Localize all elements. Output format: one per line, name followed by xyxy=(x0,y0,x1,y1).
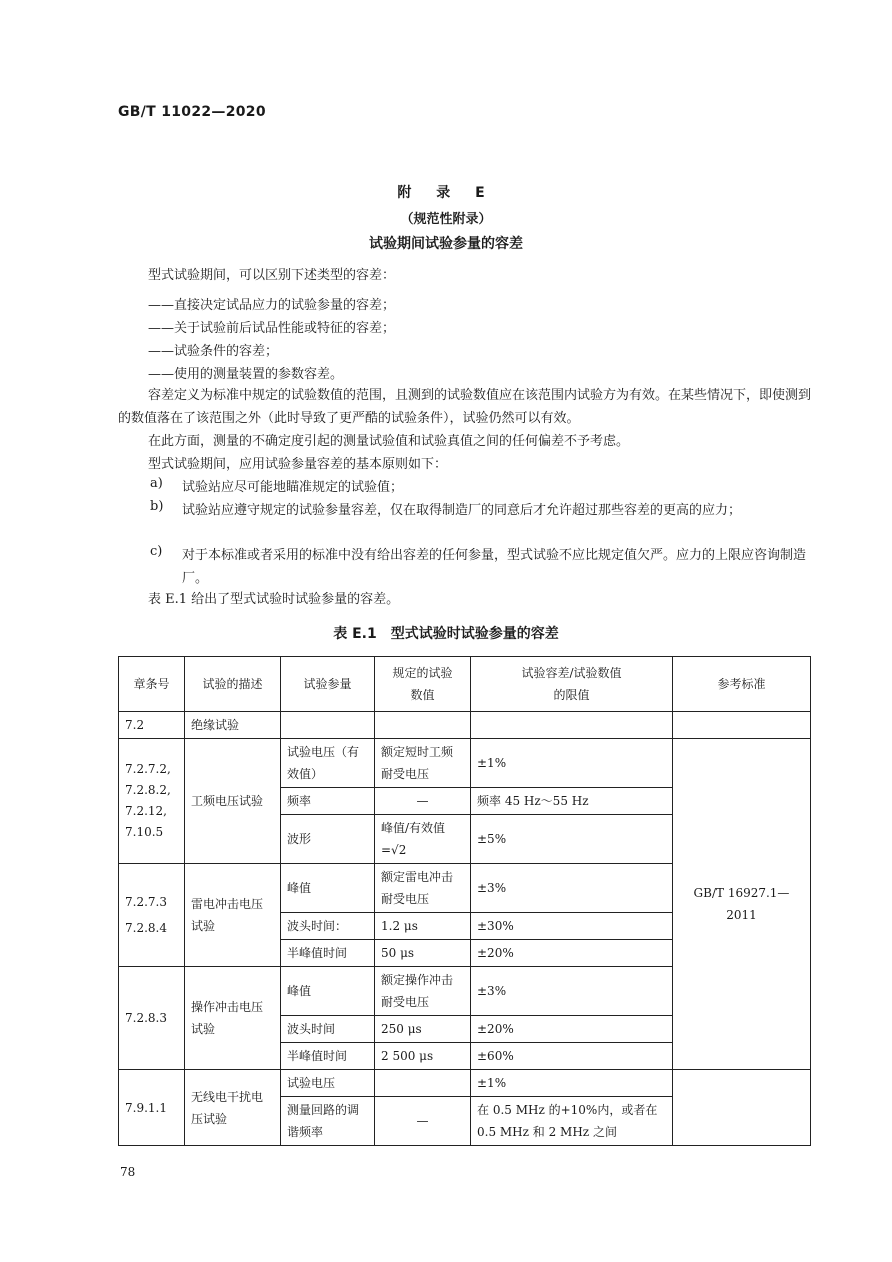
cell-empty xyxy=(281,712,375,739)
cell-parameter: 波形 xyxy=(281,815,375,864)
header-specified-value: 规定的试验 数值 xyxy=(375,657,471,712)
dash-item-4: ——使用的测量装置的参数容差。 xyxy=(148,367,344,382)
dash-item-2: ——关于试验前后试品性能或特征的容差； xyxy=(148,321,396,336)
appendix-title: 试验期间试验参量的容差 xyxy=(369,236,523,252)
header-reference: 参考标准 xyxy=(673,657,811,712)
cell-reference-standard: GB/T 16927.1—2011 xyxy=(673,739,811,1070)
cell-parameter: 波头时间： xyxy=(281,913,375,940)
cell-specified: 250 μs xyxy=(375,1016,471,1043)
cell-parameter: 半峰值时间 xyxy=(281,940,375,967)
cell-specified: 额定操作冲击 耐受电压 xyxy=(375,967,471,1016)
cell-tolerance: ±5% xyxy=(471,815,673,864)
header-clause: 章条号 xyxy=(119,657,185,712)
header-description: 试验的描述 xyxy=(185,657,281,712)
cell-specified: 峰值/有效值 =√2 xyxy=(375,815,471,864)
cell-clause: 7.2.7.2, 7.2.8.2, 7.2.12, 7.10.5 xyxy=(119,739,185,864)
cell-specified: 额定雷电冲击 耐受电压 xyxy=(375,864,471,913)
cell-description: 工频电压试验 xyxy=(185,739,281,864)
item-b-key: b) xyxy=(150,499,164,514)
item-c-text: 对于本标准或者采用的标准中没有给出容差的任何参量，型式试验不应比规定值欠严。应力的上限应咨询制造厂。 xyxy=(182,548,807,586)
cell-tolerance: ±3% xyxy=(471,967,673,1016)
table-row xyxy=(119,712,811,739)
item-a-text: 试验站应尽可能地瞄准规定的试验值； xyxy=(182,480,404,495)
header-parameter: 试验参量 xyxy=(281,657,375,712)
uncertainty-paragraph: 在此方面，测量的不确定度引起的测量试验值和试验真值之间的任何偏差不予考虑。 xyxy=(148,434,630,449)
cell-tolerance: ±20% xyxy=(471,1016,673,1043)
principles-intro: 型式试验期间，应用试验参量容差的基本原则如下： xyxy=(148,457,448,472)
cell-specified: — xyxy=(375,1097,471,1146)
cell-tolerance: 频率 45 Hz～55 Hz xyxy=(471,788,673,815)
table-header-row xyxy=(119,657,811,712)
cell-parameter: 峰值 xyxy=(281,864,375,913)
cell-parameter: 峰值 xyxy=(281,967,375,1016)
cell-parameter: 频率 xyxy=(281,788,375,815)
cell-tolerance: ±3% xyxy=(471,864,673,913)
cell-tolerance: 在 0.5 MHz 的+10%内，或者在 0.5 MHz 和 2 MHz 之间 xyxy=(471,1097,673,1146)
definition-paragraph: 容差定义为标准中规定的试验数值的范围，且测到的试验数值应在该范围内试验方为有效。在某些情况下，即使测到的数值落在了该范围之外（此时导致了更严酷的试验条件），试验仍然可以有效。 xyxy=(118,388,812,426)
intro-paragraph: 型式试验期间，可以区别下述类型的容差： xyxy=(148,268,396,283)
cell-tolerance: ±60% xyxy=(471,1043,673,1070)
appendix-label: 附 录 E xyxy=(397,185,495,201)
cell-description: 无线电干扰电 压试验 xyxy=(185,1070,281,1146)
cell-parameter: 波头时间 xyxy=(281,1016,375,1043)
dash-item-1: ——直接决定试品应力的试验参量的容差； xyxy=(148,298,396,313)
cell-parameter: 测量回路的调 谐频率 xyxy=(281,1097,375,1146)
tolerance-table xyxy=(118,656,811,1146)
cell-parameter: 试验电压（有 效值） xyxy=(281,739,375,788)
table-reference: 表 E.1 给出了型式试验时试验参量的容差。 xyxy=(148,592,400,607)
item-a-key: a) xyxy=(150,476,163,491)
cell-description: 雷电冲击电压 试验 xyxy=(185,864,281,967)
header-tolerance: 试验容差/试验数值 的限值 xyxy=(471,657,673,712)
cell-empty xyxy=(673,712,811,739)
item-c-key: c) xyxy=(150,544,163,559)
cell-specified: 2 500 μs xyxy=(375,1043,471,1070)
table-row xyxy=(119,1070,811,1097)
cell-tolerance: ±30% xyxy=(471,913,673,940)
cell-specified: 50 μs xyxy=(375,940,471,967)
table-caption: 表 E.1 型式试验时试验参量的容差 xyxy=(333,626,559,642)
item-b-text: 试验站应遵守规定的试验参量容差，仅在取得制造厂的同意后才允许超过那些容差的更高的应力； xyxy=(182,503,742,518)
cell-tolerance: ±1% xyxy=(471,739,673,788)
cell-parameter: 试验电压 xyxy=(281,1070,375,1097)
cell-specified: — xyxy=(375,788,471,815)
cell-tolerance: ±20% xyxy=(471,940,673,967)
dash-item-3: ——试验条件的容差； xyxy=(148,344,279,359)
cell-clause: 7.9.1.1 xyxy=(119,1070,185,1146)
cell-tolerance: ±1% xyxy=(471,1070,673,1097)
cell-clause: 7.2.8.3 xyxy=(119,967,185,1070)
cell-empty xyxy=(673,1070,811,1146)
page-number: 78 xyxy=(120,1165,136,1179)
cell-parameter: 半峰值时间 xyxy=(281,1043,375,1070)
cell-description: 绝缘试验 xyxy=(185,712,281,739)
standard-number: GB/T 11022—2020 xyxy=(118,104,266,120)
cell-empty xyxy=(471,712,673,739)
cell-clause: 7.2.7.3 7.2.8.4 xyxy=(119,864,185,967)
cell-specified: 额定短时工频 耐受电压 xyxy=(375,739,471,788)
cell-clause: 7.2 xyxy=(119,712,185,739)
table-row xyxy=(119,739,811,788)
cell-specified xyxy=(375,1070,471,1097)
cell-empty xyxy=(375,712,471,739)
cell-specified: 1.2 μs xyxy=(375,913,471,940)
cell-description: 操作冲击电压 试验 xyxy=(185,967,281,1070)
appendix-kind: （规范性附录） xyxy=(400,212,492,227)
